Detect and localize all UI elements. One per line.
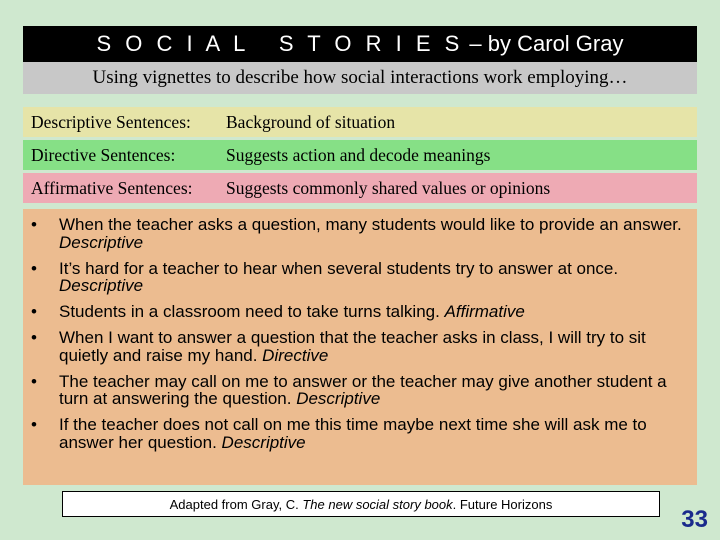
subtitle-text: Using vignettes to describe how social interactions work employing…: [92, 67, 628, 88]
sentence-type-term: Directive Sentences:: [31, 144, 176, 165]
examples-panel: [23, 209, 697, 485]
list-item: [31, 303, 689, 321]
example-text: Students in a classroom need to take turns talking.: [59, 302, 445, 321]
citation-box: [62, 491, 660, 517]
example-tag: Descriptive: [59, 232, 144, 252]
citation-suffix: . Future Horizons: [452, 496, 553, 512]
sentence-type-description: Suggests commonly shared values or opinions: [226, 177, 551, 198]
example-text: The teacher may call on me to answer or the teacher may give another student a turn at answering the question.: [59, 371, 667, 408]
list-item: [31, 216, 689, 251]
sentence-type-affirmative: [23, 173, 697, 203]
example-text: When the teacher asks a question, many students would like to provide an answer.: [59, 215, 682, 234]
slide-subtitle: [23, 62, 697, 94]
title-main: S O C I A L S T O R I E S: [96, 31, 464, 56]
sentence-type-descriptive: [23, 107, 697, 137]
page-number: 33: [681, 506, 708, 533]
list-item: [31, 416, 689, 451]
example-text: If the teacher does not call on me this time maybe next time she will ask me to answer her question.: [59, 415, 647, 452]
example-tag: Descriptive: [59, 276, 144, 295]
example-tag: Affirmative: [444, 302, 525, 321]
sentence-type-description: Suggests action and decode meanings: [226, 144, 491, 165]
list-item: [31, 260, 689, 295]
example-tag: Descriptive: [296, 389, 381, 408]
bullet: •: [31, 302, 37, 321]
sentence-type-description: Background of situation: [226, 111, 396, 132]
example-text: It’s hard for a teacher to hear when several students try to answer at once.: [59, 258, 619, 278]
citation-book-title: The new social story book: [302, 496, 453, 512]
bullet: •: [31, 415, 37, 434]
list-item: [31, 329, 689, 364]
sentence-type-term: Affirmative Sentences:: [31, 177, 193, 198]
slide-title: [23, 26, 697, 62]
example-tag: Descriptive: [221, 432, 306, 452]
bullet: •: [31, 328, 37, 347]
bullet: •: [31, 215, 37, 234]
example-tag: Directive: [262, 345, 329, 365]
example-text: When I want to answer a question that the teacher asks in class, I will try to sit quietly and raise my hand.: [59, 328, 646, 365]
sentence-type-term: Descriptive Sentences:: [31, 111, 191, 132]
title-author: – by Carol Gray: [463, 31, 624, 56]
bullet: •: [31, 371, 37, 391]
list-item: [31, 373, 689, 408]
bullet: •: [31, 258, 37, 278]
sentence-type-directive: [23, 140, 697, 170]
citation-prefix: Adapted from Gray, C.: [169, 496, 303, 512]
examples-list: [31, 216, 689, 451]
